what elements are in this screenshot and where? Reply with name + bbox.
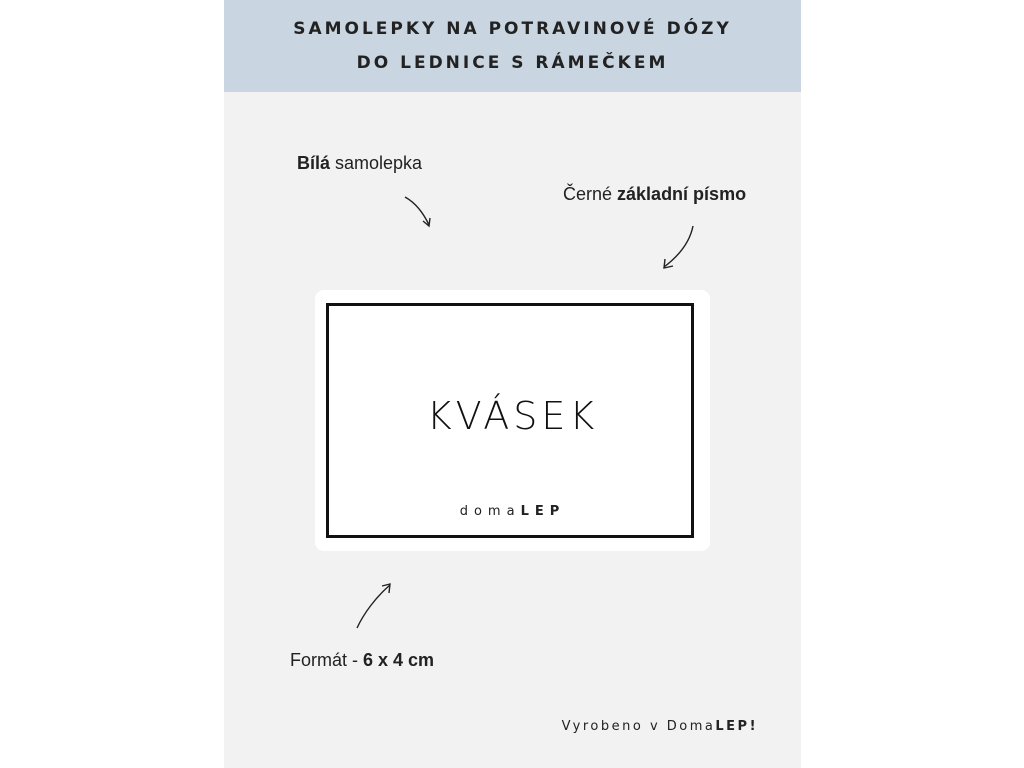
annotation-font	[563, 184, 746, 205]
arrow-down-right-icon	[402, 194, 434, 230]
annotation-format-text: Formát -	[290, 650, 364, 670]
annotation-sticker-color-text: samolepka	[330, 153, 423, 173]
product-panel	[224, 0, 801, 768]
annotation-font-bold: základní písmo	[617, 184, 747, 204]
annotation-format	[290, 650, 434, 671]
annotation-font-text: Černé	[563, 184, 618, 204]
footer-credit-text: Vyrobeno v Doma	[561, 719, 716, 734]
sticker-label: KVÁSEK	[426, 394, 599, 438]
arrow-up-right-icon	[354, 581, 394, 631]
sticker-brand-plain: doma	[459, 504, 521, 519]
sticker-brand-logo	[315, 504, 710, 519]
header-banner	[224, 0, 801, 92]
header-title-line-1: SAMOLEPKY NA POTRAVINOVÉ DÓZY	[293, 19, 732, 39]
annotation-format-bold: 6 x 4 cm	[363, 650, 435, 670]
sticker-preview	[315, 290, 710, 551]
annotation-sticker-color-bold: Bílá	[297, 153, 331, 173]
header-title-line-2: DO LEDNICE S RÁMEČKEM	[356, 53, 669, 73]
annotation-sticker-color	[297, 153, 422, 174]
sticker-brand-bold: LEP	[520, 504, 566, 519]
footer-credit-bold: LEP!	[715, 719, 758, 734]
arrow-down-left-icon	[660, 223, 696, 271]
footer-credit	[562, 719, 758, 734]
